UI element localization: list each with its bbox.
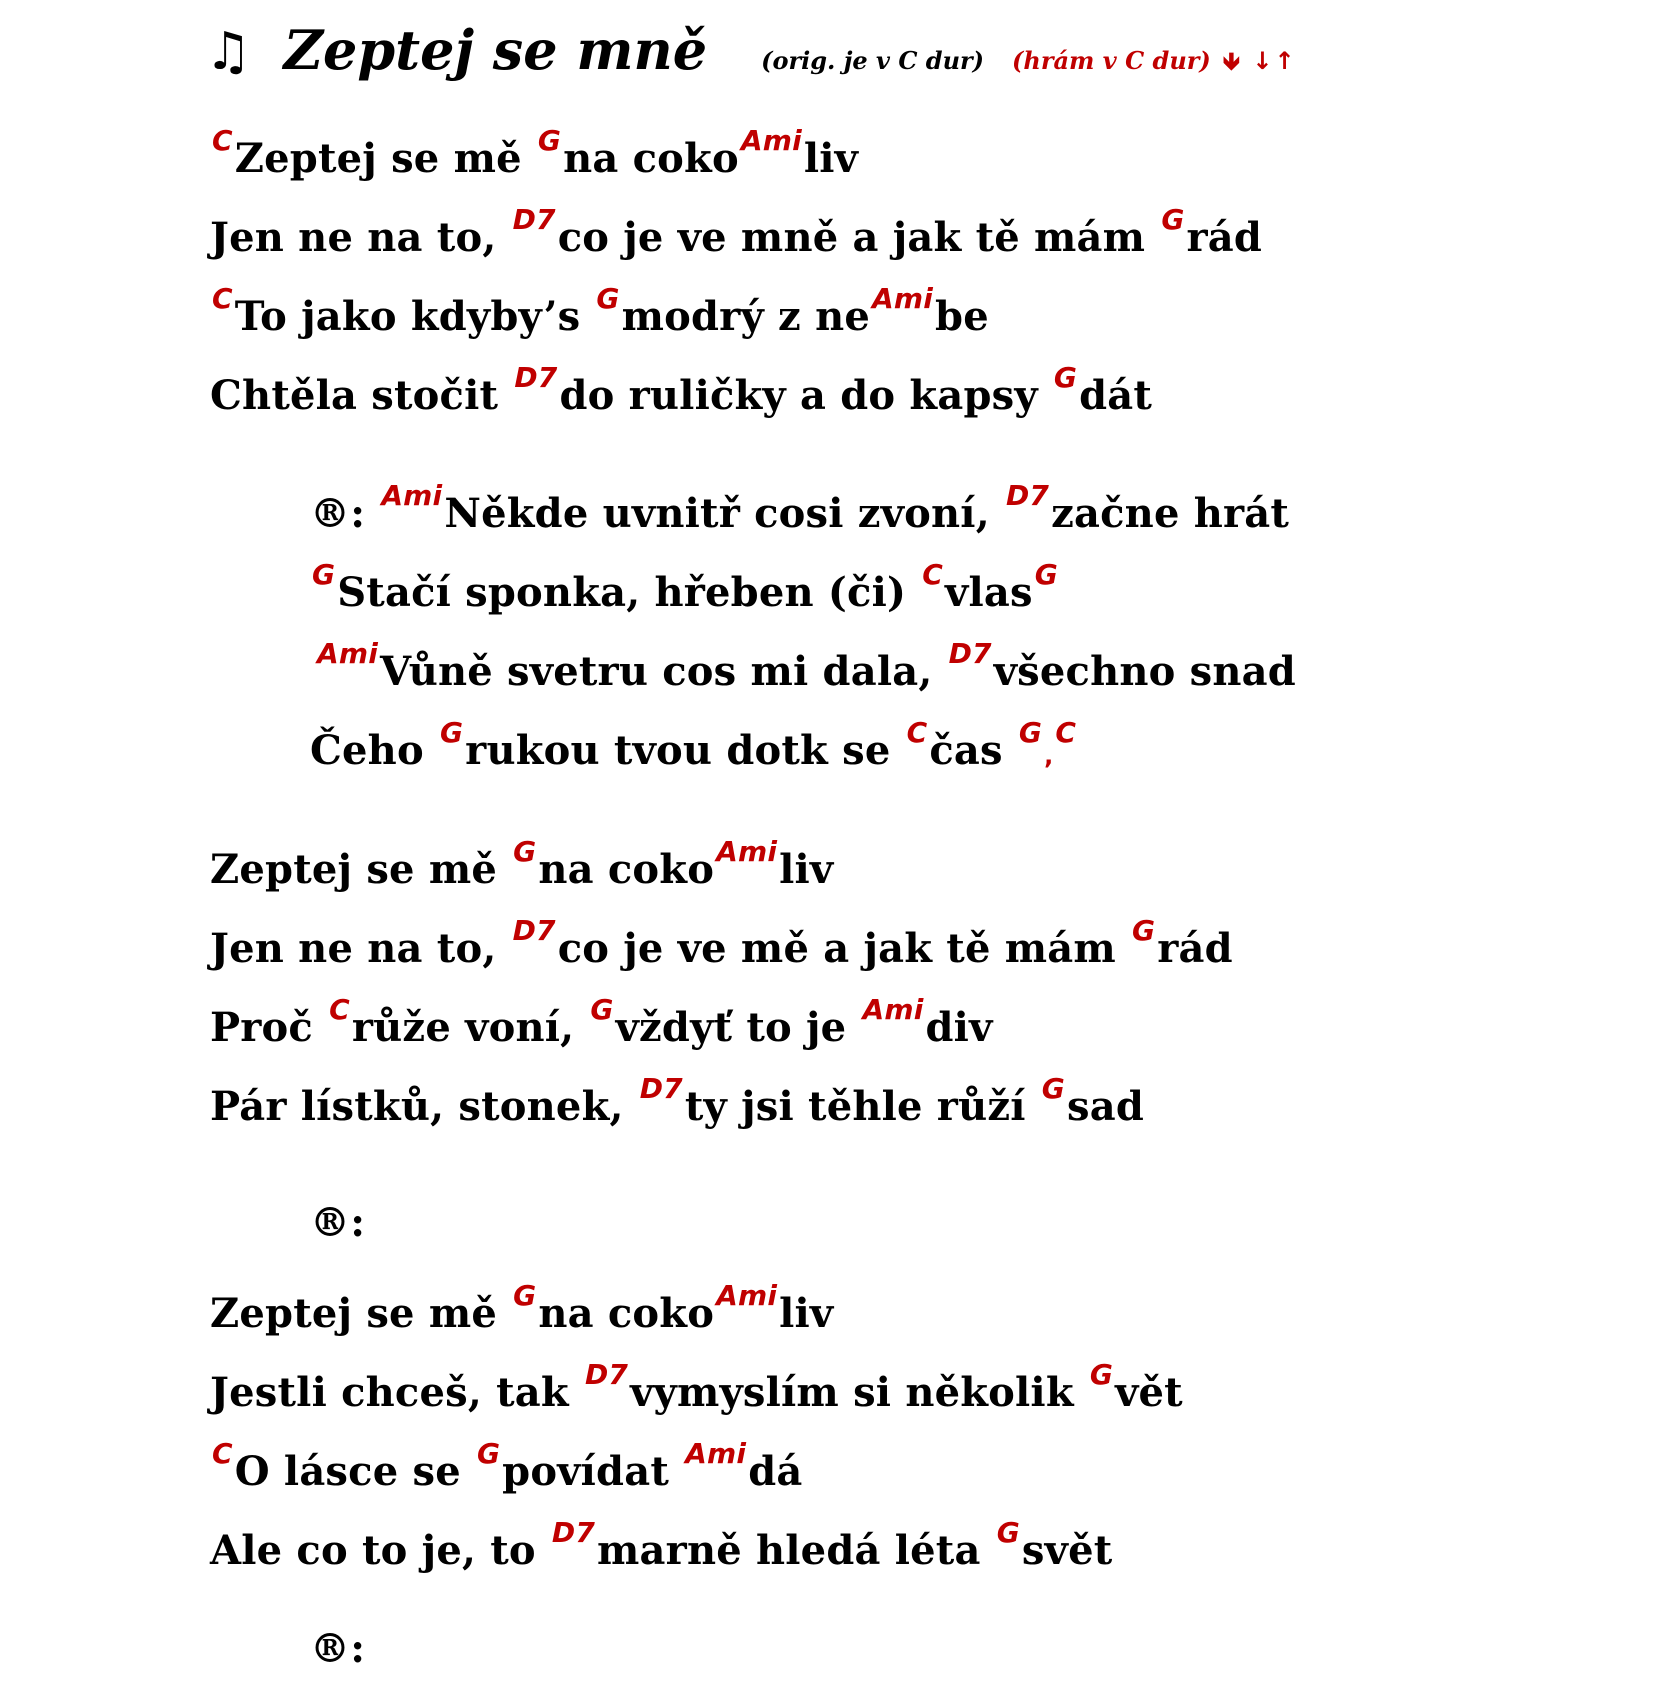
chord: D7 [948, 637, 992, 670]
lyric: Chtěla stočit [210, 372, 513, 419]
lyric: rád [1186, 214, 1263, 261]
lyric: rukou tvou dotk se [465, 727, 905, 774]
refrain-mark: ®: [310, 490, 366, 537]
lyric: be [935, 293, 989, 340]
lyric: Vůně svetru cos mi dala, [380, 648, 947, 695]
lyric: Pár lístků, stonek, [210, 1083, 638, 1130]
verse2-line4 [210, 1072, 1144, 1130]
lyric: svět [1021, 1527, 1113, 1574]
lyric: Čeho [310, 727, 438, 774]
chord: G [1132, 914, 1156, 947]
lyric: Jen ne na to, [210, 925, 511, 972]
refrain-repeat-1 [310, 1199, 365, 1246]
lyric: liv [779, 846, 834, 893]
chord: D7 [639, 1072, 683, 1105]
lyric: vlas [945, 569, 1033, 616]
lyric: na coko [563, 135, 739, 182]
chord: D7 [512, 203, 556, 236]
lyric: dát [1079, 372, 1153, 419]
chord: G [1053, 361, 1078, 394]
original-key: (orig. je v C dur) [761, 46, 985, 75]
lyric: Zeptej se mě [234, 135, 536, 182]
song-title: Zeptej se mně [283, 18, 708, 82]
chord: D7 [584, 1358, 629, 1391]
chord: G [476, 1437, 501, 1470]
verse1-line4 [210, 361, 1153, 419]
lyric: sad [1066, 1083, 1144, 1130]
chord: C [212, 124, 233, 157]
chord: G [513, 835, 537, 868]
lyric: liv [803, 135, 859, 182]
chord: G [1041, 1072, 1065, 1105]
verse3-line1 [210, 1279, 834, 1337]
lyric: čas [929, 727, 1017, 774]
chord-separator: , [1044, 742, 1054, 770]
chord: Ami [685, 1437, 747, 1470]
lyric: dá [748, 1448, 803, 1495]
chord: G [596, 282, 620, 315]
refrain-line1 [310, 479, 1290, 537]
chord: G [1034, 558, 1058, 591]
lyric: povídat [502, 1448, 684, 1495]
lyric: div [925, 1004, 993, 1051]
chord: G [513, 1279, 537, 1312]
verse1-line1 [210, 124, 859, 182]
chord: Ami [317, 637, 379, 670]
lyric: růže voní, [351, 1004, 589, 1051]
lyric: ty jsi těhle růží [684, 1083, 1040, 1130]
verse3-line3 [210, 1437, 803, 1495]
lyric: Jestli chceš, tak [210, 1369, 583, 1416]
chord: G [312, 558, 336, 591]
chord: C [212, 282, 233, 315]
lyric: rád [1157, 925, 1233, 972]
lyric: vymyslím si několik [630, 1369, 1088, 1416]
chord: G [1161, 203, 1185, 236]
chord: Ami [740, 124, 802, 157]
verse2-line3 [210, 993, 993, 1051]
played-key: (hrám v C dur) [1012, 46, 1211, 75]
lyric: do ruličky a do kapsy [559, 372, 1052, 419]
verse1-line2 [210, 203, 1263, 261]
lyric: Proč [210, 1004, 328, 1051]
lyric: co je ve mě a jak tě mám [557, 925, 1131, 972]
lyric: Někde uvnitř cosi zvoní, [444, 490, 1004, 537]
verse1-line3 [210, 282, 989, 340]
refrain-mark: ®: [310, 1199, 366, 1246]
lyric: liv [779, 1290, 834, 1337]
lyric: vždyť to je [615, 1004, 861, 1051]
lyric: na coko [538, 846, 715, 893]
chord: C [1055, 716, 1077, 749]
chord: D7 [514, 361, 558, 394]
chord: D7 [551, 1516, 596, 1549]
chord: G [996, 1516, 1020, 1549]
chord: C [922, 558, 943, 591]
chord: D7 [1005, 479, 1050, 512]
chord: C [212, 1437, 233, 1470]
chord: Ami [872, 282, 934, 315]
chord: D7 [512, 914, 556, 947]
lyric: To jako kdyby’s [234, 293, 595, 340]
lyric: vět [1115, 1369, 1183, 1416]
refrain-line3 [315, 637, 1296, 695]
chord: C [906, 716, 928, 749]
transpose-arrows-icon: 🡻 ↓↑ [1222, 47, 1297, 75]
lyric: všechno snad [993, 648, 1296, 695]
refrain-repeat-2 [310, 1625, 365, 1672]
lyric: Jen ne na to, [210, 214, 511, 261]
lyric: Zeptej se mě [210, 1290, 512, 1337]
refrain-line4 [310, 716, 1078, 774]
music-note-icon: ♫ [205, 22, 252, 82]
lyric: na coko [538, 1290, 715, 1337]
lyric: marně hledá léta [597, 1527, 995, 1574]
lyric: Stačí sponka, hřeben (či) [337, 569, 921, 616]
lyric: Zeptej se mě [210, 846, 512, 893]
chord: Ami [716, 1279, 778, 1312]
chord: G [537, 124, 562, 157]
chord: G [1089, 1358, 1114, 1391]
title-row [205, 18, 1297, 88]
chord: G [590, 993, 614, 1026]
chord: G [439, 716, 464, 749]
chord: Ami [716, 835, 778, 868]
verse2-line2 [210, 914, 1233, 972]
chord: G [1018, 716, 1043, 749]
chord: Ami [862, 993, 924, 1026]
lyric: O lásce se [234, 1448, 475, 1495]
lyric: začne hrát [1051, 490, 1290, 537]
refrain-line2 [310, 558, 1060, 616]
verse3-line2 [210, 1358, 1183, 1416]
verse3-line4 [210, 1516, 1113, 1574]
verse2-line1 [210, 835, 834, 893]
refrain-mark: ®: [310, 1625, 366, 1672]
lyric: Ale co to je, to [210, 1527, 550, 1574]
chord: Ami [381, 479, 443, 512]
chord: C [329, 993, 350, 1026]
lyric: modrý z ne [621, 293, 870, 340]
lyric: co je ve mně a jak tě mám [557, 214, 1160, 261]
